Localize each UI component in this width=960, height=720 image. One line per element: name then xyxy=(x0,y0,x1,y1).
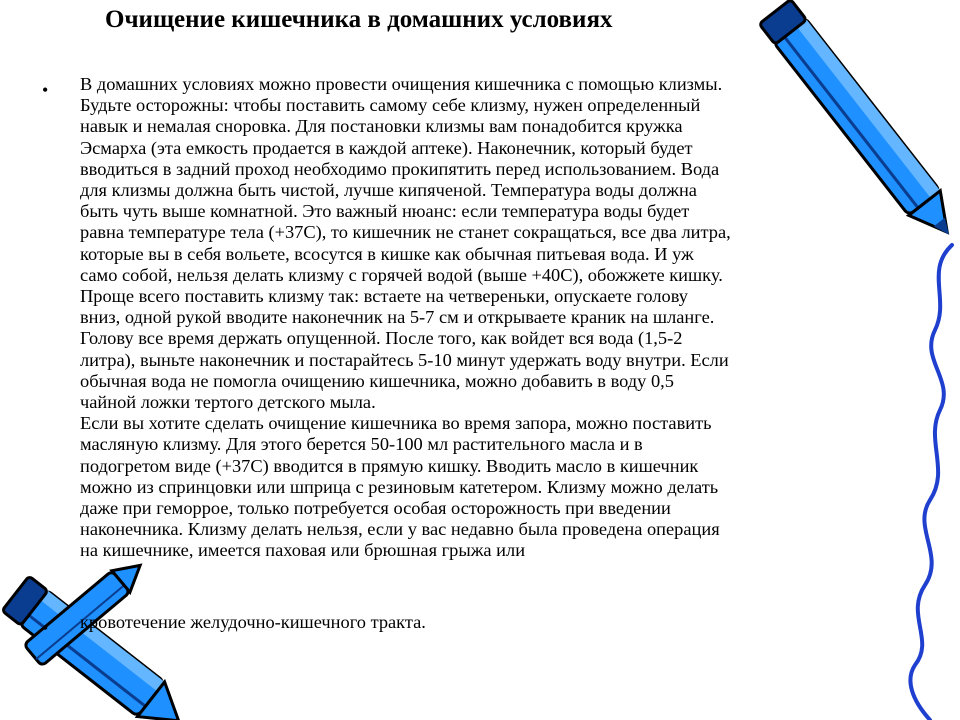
text-line: можно из спринцовки или шприца с резиновым катетером. Клизму можно делать xyxy=(80,476,719,497)
text-line: для клизмы должна быть чистой, лучше кипяченой. Температура воды должна xyxy=(80,180,697,201)
text-line: быть чуть выше комнатной. Это важный нюанс: если температура воды будет xyxy=(80,201,690,222)
text-line: даже при геморрое, только потребуется особая осторожность при введении xyxy=(80,498,671,519)
text-line: на кишечнике, имеется паховая или брюшная грыжа или xyxy=(80,540,526,561)
text-line: Будьте осторожны: чтобы поставить самому себе клизму, нужен определенный xyxy=(80,95,701,116)
bullet-symbol: • xyxy=(42,80,49,100)
text-line: подогретом виде (+37С) вводится в прямую кишку. Вводить масло в кишечник xyxy=(80,455,699,476)
pencil-icon xyxy=(759,0,960,247)
text-line: наконечника. Клизму делать нельзя, если у вас недавно была проведена операция xyxy=(80,519,720,540)
text-line: равна температуре тела (+37С), то кишечник не станет сокращаться, все два литра, xyxy=(80,222,731,243)
text-line: Проще всего поставить клизму так: встаете на четвереньки, опускаете голову xyxy=(80,286,688,307)
text-line: Голову все время держать опущенной. После того, как войдет вся вода (1,5-2 xyxy=(80,328,683,349)
text-line: навык и немалая сноровка. Для постановки клизмы вам понадобится кружка xyxy=(80,116,683,137)
text-line: вводиться в задний проход необходимо прокипятить перед использованием. Вода xyxy=(80,158,720,179)
bullet-text xyxy=(80,612,426,633)
text-line: обычная вода не помогла очищению кишечника, можно добавить в воду 0,5 xyxy=(80,370,674,391)
text-line: чайной ложки тертого детского мыла. xyxy=(80,392,376,413)
text-line: масляную клизму. Для этого берется 50-100 мл растительного масла и в xyxy=(80,434,643,455)
text-line: само собой, нельзя делать клизму с горячей водой (выше +40С), обожжете кишку. xyxy=(80,264,723,285)
bullet-symbol: • xyxy=(42,618,49,638)
text-line: литра), выньте наконечник и постарайтесь 5-10 минут удержать воду внутри. Если xyxy=(80,349,729,370)
text-line: В домашних условиях можно провести очищения кишечника с помощью клизмы. xyxy=(80,74,723,94)
squiggle-line xyxy=(910,245,952,720)
text-line: Если вы хотите сделать очищение кишечника во время запора, можно поставить xyxy=(80,413,712,434)
text-line: Эсмарха (эта емкость продается в каждой аптеке). Наконечник, который будет xyxy=(80,137,693,158)
text-line: кровотечение желудочно-кишечного тракта. xyxy=(80,612,426,632)
bullet-text xyxy=(80,74,731,562)
text-line: вниз, одной рукой вводите наконечник на 5-7 см и открываете краник на шланге. xyxy=(80,307,715,328)
slide-title: Очищение кишечника в домашних условиях xyxy=(105,6,613,33)
text-line: которые вы в себя вольете, всосутся в кишке как обычная питьевая вода. И уж xyxy=(80,243,694,264)
